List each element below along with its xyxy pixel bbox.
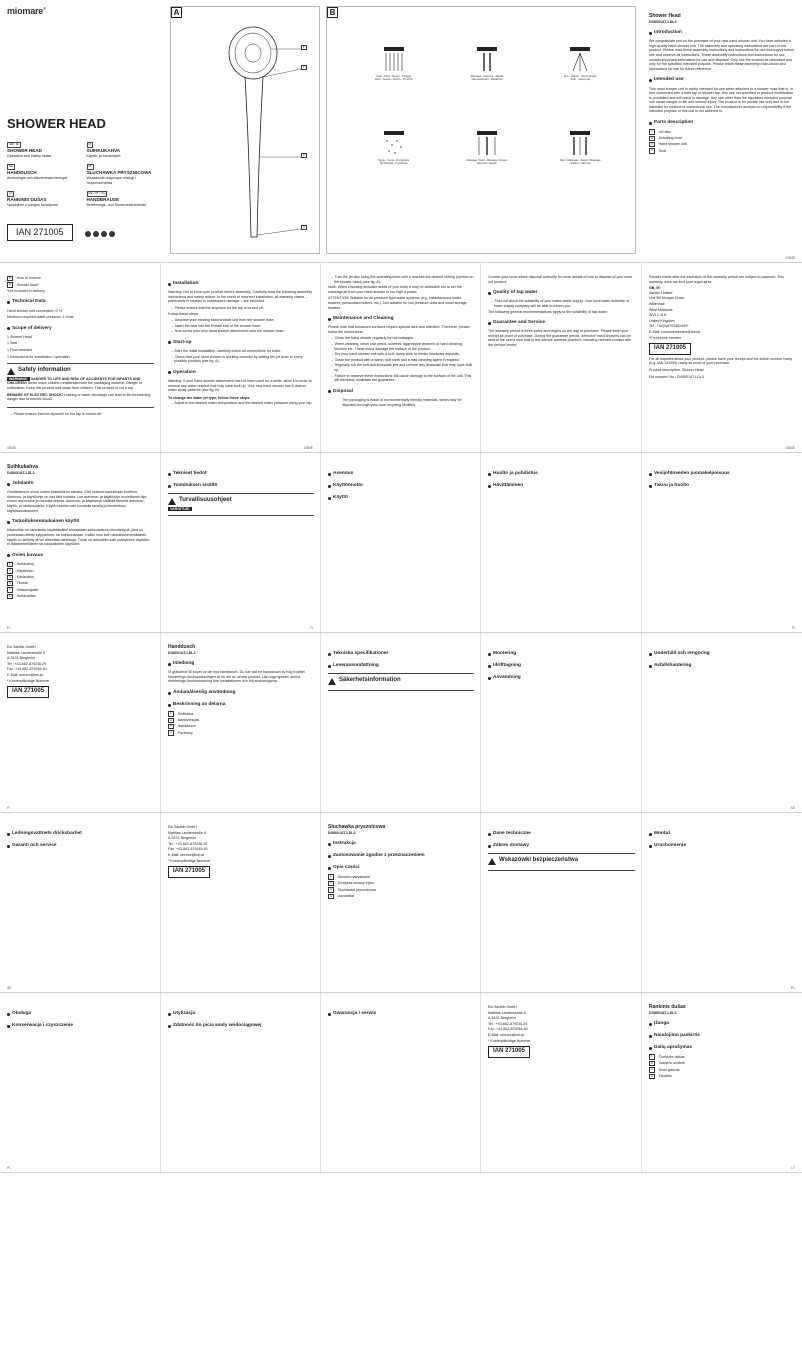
pl-gwar-heading: Gwarancja i serwis <box>328 1011 474 1017</box>
se-safety-heading: Säkerhetsinformation <box>328 677 474 685</box>
row-fi <box>0 452 802 632</box>
page-number: PL <box>790 985 795 990</box>
gb-safety-box <box>7 363 154 408</box>
se-use-heading: Ändamålsenlig användning <box>168 690 314 696</box>
fi-scope-heading: Toimituksen sisältö <box>168 483 314 489</box>
pl-zdatnosc-heading: Zdatność do picia wody wodociągowej <box>168 1023 314 1029</box>
gb-ian-info: For all inquiries about your product, please have your receipt and the article number ready (e.g. IAN 123455) ready as proof of your purchase. <box>649 356 793 366</box>
se-safety-box <box>328 673 474 691</box>
lang-pl: PL SŁUCHAWKA PRYSZNICOWA Wskazówki dotyczące obsługi i bezpieczeństwa <box>86 164 152 185</box>
fi-intro-text: Onnittelemme sinua uuden käsisuihkun ostosta. Olet ostanut laadukkaan tuotteen. Asennus- ja käyttöohje on osa tätä tuotetta. Lue asennus- ja käyttöohje huolellisesti läpi ennen asennusta ja noudata ohjeita. Asennus- ja käyttöohje sisältää tärkeitä asennus-, käyttö- ja hävitysohjeita. Käytä tuotetta vain kuvatulla tavalla ja ilmoitettuun käyttötarkoitukseen. <box>7 490 147 513</box>
gb-startup-2: → Check that your hand shower is working correctly by setting the jet lever to every possible position (see fig. A). <box>168 355 314 364</box>
pl-address: Esl Sanitär GmbH Mathias Landerstraße 8 A-5101 Bergheim Tel.: +43-662-879246-29 Fax: +43-662-879246-50 E-Mail: service@esl.at * Kostenpflichtige Nummer <box>488 1005 531 1043</box>
mode-spray: Spray - Sumu - Rozpylanie Sprühstrahl - Purškimas <box>347 131 440 165</box>
se-garanti-heading: Garanti och service <box>7 843 154 849</box>
se-under-heading: Underhåll och rengöring <box>649 651 796 657</box>
fi-kaytto-heading: Käyttöönotto <box>328 483 474 489</box>
fi-huolto-heading: Huolto ja puhdistus <box>488 471 635 477</box>
gb-tech-1: Hand shower unit connection: G ½" <box>7 308 64 313</box>
gb-quality-text: → Find out about the suitability of your mains water supply. Your local water authority or water supply company will be able to inform you. <box>488 299 635 308</box>
gb-maint-heading: Maintenance and Cleaning <box>328 316 474 322</box>
lang-fi: FI SUIHKUKAHVA Käyttö- ja turvaohjeet <box>86 142 121 158</box>
gb-maint-6: → Failure to observe these instructions will cause damage to the surface of the unit. This will inevitably invalidate the guarantee. <box>328 374 474 383</box>
pl-part: 3 Słuchawka prysznicowa <box>330 887 376 892</box>
gb-panel-4 <box>480 263 641 452</box>
gb-panel-5 <box>641 263 802 452</box>
fi-warning: VAROITUS! <box>170 506 190 511</box>
fi-havitys-heading: Hävittäminen <box>488 483 635 489</box>
row-gb <box>0 262 802 452</box>
page-number: PL <box>7 1165 12 1170</box>
fi-intro-heading: Johdanto <box>7 481 154 487</box>
cover-ian: IAN 271005 <box>7 224 73 242</box>
page-number: LT <box>791 1165 795 1170</box>
pl-uruch-heading: Uruchomienie <box>649 843 796 849</box>
se-tech-heading: Tekniska specifikationer <box>328 651 474 657</box>
gb-note: Note: When choosing sensitive areas of your body it may be advisable not to set the massage jet from your hand shower to too high a power. <box>328 285 462 294</box>
fi-address: Esl Sanitär GmbH Mathias Landerstraße 8 A-5101 Bergheim Tel.: +43-662-879246-29 Fax: +43-662-879246-50 E-Mail: service@esl.at * Kostenpflichtige Nummer <box>7 645 50 683</box>
fi-vesi-heading: Vesijohtoveden juomakelpoisuus <box>649 471 796 477</box>
pl-ian: IAN 271005 <box>488 1046 530 1058</box>
warning-icon <box>7 368 15 375</box>
row-bottom <box>0 1172 802 1356</box>
lt-model: DX8001AT-LDL3 <box>649 1010 677 1015</box>
fi-model: DX8001AT-LDL3 <box>7 470 35 475</box>
se-part: 2 Manöverspak <box>170 717 200 723</box>
pl-panel-4 <box>0 993 160 1172</box>
gb-contact: Contact your local refuse disposal authority for more details of how to dispose of your worn out product. <box>488 275 633 284</box>
page-number: FI <box>309 625 313 630</box>
pl-obsluga-heading: Obsługa <box>7 1011 154 1017</box>
gb-change-1: → Adjust to the desired water temperature and the desired water pressure using your tap. <box>168 401 314 406</box>
fi-panel-4 <box>480 453 641 632</box>
fi-use-heading: Tarkoituksenmukainen käyttö <box>7 519 154 525</box>
gb-part-6: 6 Shower hose* <box>9 282 40 287</box>
gb-not-included: *not included in delivery <box>7 288 45 293</box>
mode-eco: Eco - Säästö - Oszczędność Spar - Taupymas <box>534 47 627 81</box>
pl-product: Słuchawka prysznicowa <box>328 824 386 830</box>
lt-part: 3 Dušo galvutė <box>651 1067 680 1072</box>
fi-part: 2 Käyttövipu <box>9 568 34 573</box>
fi-safety-heading: Turvallisuusohjeet <box>168 497 314 505</box>
fi-part: 4 Tiiviste <box>9 581 28 586</box>
gb-quality-heading: Quality of tap water <box>488 290 635 296</box>
page-number: GB/IE <box>303 445 313 450</box>
gb-panel-1 <box>0 263 160 452</box>
lang-gb: GB / IE SHOWER HEAD Operation and Safety Notes <box>7 142 52 158</box>
pl-panel-6 <box>320 993 480 1172</box>
gb-model: DX8001AT-LDL3 <box>649 19 677 24</box>
gb-guarantee-heading: Guarantee and Service <box>488 320 635 326</box>
gb-tech-2: Minimum required water pressure: 1.5 bar <box>7 315 74 320</box>
row-pl <box>0 812 802 992</box>
figure-b <box>326 6 636 254</box>
warning-icon <box>328 678 336 685</box>
fi-panel-1 <box>0 453 160 632</box>
fi-panel-2 <box>160 453 320 632</box>
language-grid <box>7 142 158 207</box>
lt-part: 2 Valdymo svirtelė <box>651 1060 685 1066</box>
cover-panel <box>0 0 164 262</box>
lang-se: SE HANDDUSCH Anvisningar och säkerhetsanvisningar <box>7 164 68 181</box>
pl-panel-3 <box>641 813 802 992</box>
callout-1: 1 <box>303 45 305 49</box>
page-number: SE <box>7 985 12 990</box>
gb-maint-3: → Dry your hand shower unit with a soft, damp cloth to hinder limescale deposits. <box>328 352 474 357</box>
gb-maint-text: Please note that enhanced surfaces require special care and attention. Therefore, please follow the instructions: <box>328 325 470 334</box>
pl-address-panel <box>480 993 641 1172</box>
fi-tech-heading: Tekniset tiedot <box>168 471 314 477</box>
lt-panel-1 <box>641 993 802 1172</box>
gb-follow-2: → Insert the seal into the female end of the shower hose. <box>168 324 314 329</box>
se-anv-heading: Användning <box>488 675 635 681</box>
fi-part: 3 Käsisuihku <box>9 574 35 580</box>
gb-address: Sanitiv Limited Unit 5B Morgan Close Willenhall West Midlands WV12 4LH United Kingdom Tel.: +44(0)8702462429* E-Mail: customerservice@lidl.uk *Freephone number <box>649 290 701 340</box>
se-product: Handdusch <box>168 644 196 650</box>
se-address: Esl Sanitär GmbH Mathias Landerstraße 8 A-5101 Bergheim Tel.: +43-662-879246-29 Fax: +43-662-879246-50 E-Mail: service@esl.at * Kostenpflichtige Nummer <box>168 825 211 863</box>
gb-tech-heading: Technical Data <box>7 299 154 305</box>
gb-disposal-text: The packaging is made of environmentally friendly materials, which may be disposed through your local recycling facilities. <box>342 397 462 407</box>
gb-startup-heading: Start-up <box>168 340 314 346</box>
pl-safety-heading: Wskazówki bezpieczeństwa <box>488 857 635 865</box>
se-panel-5 <box>0 813 160 992</box>
figure-b-label: B <box>327 7 338 18</box>
pl-model: DX8001AT-LDL3 <box>328 830 356 835</box>
callout-4: 4 <box>303 225 305 229</box>
row-pl-2 <box>0 992 802 1172</box>
fi-ian: IAN 271005 <box>7 686 49 698</box>
fi-use-text: Käsisuihku on tarkoitettu käytettäväksi ainoastaan suihkuletkuun kiinnitettynä, joka on puolestaan liitetty kylpyamme- tai suihkuhanaan. Kaikki muu kuin tarkoituksenmukainen käyttö on kielletty ja voi aiheuttaa vahinkoja. Tuote on tarkoitettu vain yksityiseen käyttöön, ei lääketieteelliseen tai kaupalliseen käyttöön. <box>7 528 151 547</box>
fi-kaytto2-heading: Käyttö <box>328 495 474 501</box>
page-number: FI <box>7 625 11 630</box>
fi-product: Suihkukahva <box>7 464 38 470</box>
gb-intro-panel <box>642 0 802 262</box>
gb-maint-2: → When cleaning, never use petrol, solvents, aggressive cleaners or hard cleaning brushes etc. These could damage the surface of the product. <box>328 342 474 351</box>
page-number: FI <box>791 625 795 630</box>
gb-ian: IAN 271005 <box>649 343 691 355</box>
se-scope-heading: Leveransomfattning <box>328 663 474 669</box>
page-number: GB/IE <box>785 255 795 260</box>
pl-part: 1 Głowica natryskowa <box>330 874 370 879</box>
gb-scope-2: 1 Seal <box>7 341 18 346</box>
fi-address-panel <box>0 633 160 812</box>
fi-parts-heading: Osien kuvaus <box>7 553 154 559</box>
gb-install-bullet: → Please ensure that the stopcock for the tap is turned off. <box>168 306 314 311</box>
row-se <box>0 632 802 812</box>
fi-part: 1 Suihkulevy <box>9 561 35 567</box>
warning-icon <box>168 498 176 505</box>
gb-intro-heading: Introduction <box>649 30 796 36</box>
gb-intended-heading: Intended use <box>649 77 796 83</box>
se-address-panel <box>160 813 320 992</box>
flag-icons <box>85 231 115 237</box>
gb-part-2: 2 Actuating lever <box>651 135 683 140</box>
se-panel-4 <box>641 633 802 812</box>
shower-head-drawing <box>171 7 321 255</box>
row-cover <box>0 0 802 262</box>
se-avfall-heading: Avfallshantering <box>649 663 796 669</box>
brand-logo: miomare® <box>7 6 46 16</box>
gb-scope-4: 1 Instructions for installation / operation <box>7 354 70 359</box>
gb-service: Repairs made after the expiration of the warranty period are subject to payment. This warranty does not limit your legal rights. <box>649 275 784 284</box>
se-panel-1 <box>160 633 320 812</box>
gb-install-text: Warning: Get to know your product before assembly. Carefully read the following assembly instructions and safety advice. In the event of incorrect installation, all warranty claims – particularly in relation to subsequent damage – are excluded. <box>168 290 313 304</box>
gb-scope-3: 1 Flow restrictor <box>7 348 33 353</box>
gb-part-5: 5 How to remove <box>9 276 41 281</box>
lt-intro-heading: Įžanga <box>649 1021 796 1027</box>
se-part: 1 Strålskiva <box>170 711 194 716</box>
se-intro-text: Vi gratulerar till köpet av din nya handdusch. Du har valt en handdusch av hög kvalitet. Monterings-/bruksanvisningen är en del av denna produkt. Läs noga igenom denna monterings-/bruksanvisning före installationen och följ anvisningarna. <box>168 670 306 684</box>
pl-konserw-heading: Konserwacja i czyszczenie <box>7 1023 154 1029</box>
se-kvalitet-heading: Ledningsvattnets dricksbarhet <box>7 831 154 837</box>
se-montering-heading: Montering <box>488 651 635 657</box>
gb-address-heading: GB, IE: <box>649 286 661 291</box>
gb-intro-text: We congratulate you on the purchase of your new hand shower unit. You have selected a high-quality hand shower unit. The assembly and operating instructions are part of this product. Please read these assembly instructions and instructions for use thoroughly before use and observe all instructions. These assembly instructions and instructions for use contain important information for use and disposal. Only use the product as described and only for the specified intended purpose. Please retain these assembly instructions and instructions for use for future reference. <box>649 39 795 71</box>
callout-3: 3 <box>303 153 305 157</box>
gb-maint-1: → Clean the hand shower regularly for hot leakages. <box>328 336 474 341</box>
pl-tech-heading: Dane techniczne <box>488 831 635 837</box>
gb-disposal-heading: Disposal <box>328 389 474 395</box>
gb-quality-text-2: The following general recommendations apply to the suitability of tap water: <box>488 309 608 314</box>
se-intro-heading: Inledning <box>168 661 314 667</box>
page-number: SE <box>790 805 795 810</box>
gb-maint-5: → Regularly rub the soft anti-limescale jets and remove any limescale that may have built up. <box>328 363 474 372</box>
gb-op-text: Warning: If your hand shower attachment has not been used for a while, allow it in order to remove any water residue that may have built up. Your new hand shower has 6 distinct water spray patterns (see fig. B). <box>168 378 312 393</box>
mode-rain: Rain - Pluie - Regen - Pioggia Dusz - Suihku - Dusch - Prysznic <box>347 47 440 81</box>
gb-scope-heading: Scope of delivery <box>7 326 154 332</box>
gb-attention: ATTENTION! Suitable for all pressure tight water systems (e.g. instantaneous water heaters, pressurised boilers, etc.). Not suitable for low pressure units and small storage heaters. <box>328 296 467 310</box>
figure-a <box>170 6 320 254</box>
fi-asennus-heading: Asennus <box>328 471 474 477</box>
pl-utyl-heading: Utylizacja <box>168 1011 314 1017</box>
gb-part-3: 3 Hand shower unit <box>651 142 687 147</box>
fi-takuu-heading: Takuu ja huolto <box>649 483 796 489</box>
gb-op-heading: Operation <box>168 370 314 376</box>
mode-massage-rain: Massage / Rain - Massage / Regen Hieronta / Suihku <box>440 131 533 165</box>
gb-intended-text: This hand shower unit is solely intended for use when attached to a shower hose that is, in turn connected with a bath tap or shower tap. Any use not specified or product modification is prohibited and will result in damage. Any use other than the stipulated intended purpose can cause danger to life and serious injury. The product is for private use only and is not intended for medical or commercial use. The manufacturer accepts no responsibility if the intended purpose of this unit is not adhered to. <box>649 86 794 114</box>
figure-a-label: A <box>171 7 182 18</box>
gb-install-heading: Installation <box>168 281 314 287</box>
gb-sealant: → Please ensure that the dipsoule for the tap is turned off. <box>7 412 154 417</box>
warning-icon <box>488 858 496 865</box>
gb-safety-heading: Safety information <box>7 367 154 375</box>
page-number: FI <box>7 805 11 810</box>
pl-part: 2 Dźwignia zmiany trybu <box>330 880 374 886</box>
page-number: GB/IE <box>7 445 17 450</box>
fi-part: 6 Suihkuletku* <box>9 593 37 599</box>
lt-parts-heading: Dalių aprašymas <box>649 1045 796 1051</box>
gb-change-heading: To change the water jet type, follow these steps: <box>168 395 251 400</box>
pl-panel-2 <box>480 813 641 992</box>
se-model: DX8001AT-LDL3 <box>168 650 196 655</box>
pl-intro-heading: Instrukcja <box>328 841 474 847</box>
pl-panel-5 <box>160 993 320 1172</box>
callout-2: 2 <box>303 65 305 69</box>
page-number: GB/IE <box>785 445 795 450</box>
fi-panel-5 <box>641 453 802 632</box>
gb-danger: WARNING! DANGER TO LIFE AND RISK OF ACCIDENTS FOR INFANTS AND CHILDREN! Never leave children unattended with the packaging material. Danger of suffocation. Keep this product well away from children. This product is not a toy. <box>7 376 142 391</box>
se-parts-heading: Beskrivning av delarna <box>168 702 314 708</box>
se-ian: IAN 271005 <box>168 866 210 878</box>
pl-parts-heading: Opis części <box>328 865 474 871</box>
pl-scope-heading: Zakres dostawy <box>488 843 635 849</box>
gb-part-4: 4 Seal <box>651 148 666 153</box>
lt-use-heading: Naudojimo paskirtis <box>649 1033 796 1039</box>
lang-lt: LT RANKINIS DUŠAS Naudojimo ir saugos nurodymai <box>7 191 58 208</box>
pl-safety-box <box>488 853 635 871</box>
se-panel-2 <box>320 633 480 812</box>
gb-product: Shower Head <box>649 13 681 19</box>
pl-montaz-heading: Montaż <box>649 831 796 837</box>
se-drift-heading: Idrifttagning <box>488 663 635 669</box>
gb-startup-1: → After the initial installation, carefully check all connections for leaks. <box>168 349 314 354</box>
gb-panel-3 <box>320 263 480 452</box>
lt-part: 4 Tarpiklis <box>651 1073 672 1079</box>
gb-parts-heading: Parts description <box>649 120 796 126</box>
fi-panel-3 <box>320 453 480 632</box>
gb-follow: Follow these steps: <box>168 311 199 316</box>
gb-follow-1: → Unscrew your existing hand shower unit from the shower hose. <box>168 318 314 323</box>
pl-use-heading: Zastosowanie zgodne z przeznaczeniem <box>328 853 474 859</box>
lt-product: Rankinis dušas <box>649 1004 686 1010</box>
gb-part-1: 1 Jet disc <box>651 129 671 134</box>
pl-panel-1 <box>320 813 480 992</box>
spray-modes <box>347 47 627 165</box>
gb-scope-1: 1 Shower Head <box>7 334 32 339</box>
fi-part: 5 Virtausrajoitin <box>9 587 39 592</box>
gb-maint-4: → Clean the product with a damp, soft cloth and a mild cleaning agent if required. <box>328 358 474 363</box>
mode-rain-massage: Rain / Massage - Regen / Massage Suihku / Hieronta <box>534 131 627 165</box>
gb-panel-2 <box>160 263 320 452</box>
lt-part: 1 Čiurkšlės diskas <box>651 1054 685 1059</box>
gb-follow-3: → Now screw your new hand shower attachment onto the shower hose. <box>168 329 314 334</box>
fi-safety-box <box>168 493 314 515</box>
se-part: 4 Packning <box>170 730 193 735</box>
gb-eid: Eid number/ No.: DX8001AT-LDL3 <box>649 374 704 379</box>
se-part: 3 Handdusch <box>170 724 196 729</box>
lang-de: DE / AT / CH HANDBRAUSE Bedienungs- und Sicherheitshinweise <box>86 191 147 208</box>
gb-change-2: → Turn the jet disc using the operating lever until it reaches the desired setting (symbol on the shower head) (see fig. A). <box>328 275 474 284</box>
se-panel-3 <box>480 633 641 812</box>
gb-guarantee-text: The warranty period is three years and begins on the day of purchase. Please keep your receipt as proof of purchase. During the guarantee period, defective hand showers can be sent at the user's own cost to the service address provided, following relevant contact with the service centre. <box>488 329 632 347</box>
gb-electric: BEWARE OF ELECTRIC SHOCK! Leaking or water discharge can lead to life-threatening danger due to electric shock. <box>7 392 151 402</box>
mode-massage: Massage - Hieronta - Masaż Massagestrahl - Masažinis <box>440 47 533 81</box>
cover-title: SHOWER HEAD <box>7 115 106 131</box>
gb-product-desc: Product description: Shower Head <box>649 367 704 372</box>
pl-part: 4 Uszczelka <box>330 893 355 899</box>
